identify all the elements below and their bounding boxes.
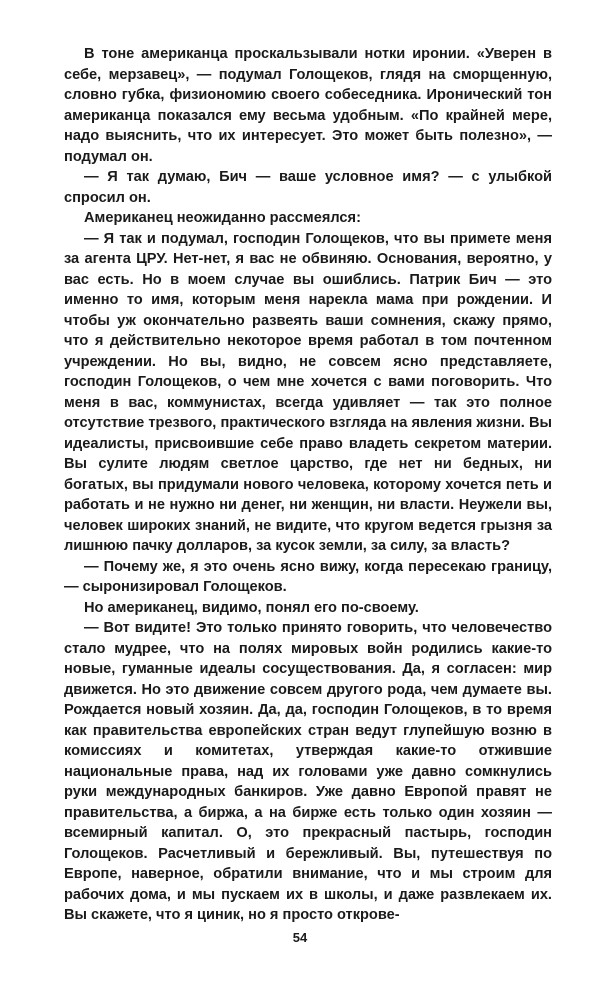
paragraph-1: В тоне американца проскальзывали нотки иронии. «Уверен в себе, мерзавец», — подумал Голощеков, глядя на сморщенную, словно губка, физиономию своего собеседника. Иронический тон американца показался ему весьма удобным. «По крайней мере, надо выяснить, что их интересует. Это может быть полезно», — подумал он.: [64, 46, 552, 165]
paragraph-6: Но американец, видимо, понял его по-своему.: [84, 599, 419, 616]
page-number: 54: [292, 930, 308, 945]
body-text: [64, 44, 552, 926]
paragraph-5: — Почему же, я это очень ясно вижу, когда пересекаю границу, — сыронизировал Голощеков.: [64, 558, 552, 595]
paragraph-2: — Я так думаю, Бич — ваше условное имя? — с улыбкой спросил он.: [64, 169, 552, 206]
paragraph-3: Американец неожиданно рассмеялся:: [84, 210, 361, 226]
paragraph-4: — Я так и подумал, господин Голощеков, что вы примете меня за агента ЦРУ. Нет-нет, я вас не обвиняю. Основания, вероятно, у вас есть. Но в моем случае вы ошиблись. Патрик Бич — это именно то имя, которым меня нарекла мама при рождении. И чтобы уж окончательно развеять ваши сомнения, скажу прямо, что я действительно некоторое время работал в том почтенном учреждении. Но вы, видно, не совсем ясно представляете, господин Голощеков, о чем мне хочется с вами поговорить. Что меня в вас, коммунистах, всегда удивляет — так это полное отсутствие трезвого, практического взгляда на явления жизни. Вы идеалисты, присвоившие себе право владеть секретом материи. Вы сулите людям светлое царство, где нет ни бедных, ни богатых, вы придумали нового человека, которому хочется петь и работать и не нужно ни денег, ни женщин, ни власти. Неужели вы, человек широких знаний, не видите, что кругом ведется грызня за лишнюю пачку долларов, за кусок земли, за силу, за власть?: [64, 230, 552, 554]
paragraph-7: — Вот видите! Это только принято говорить, что человечество стало мудрее, что на полях мировых войн родились какие-то новые, гуманные идеалы сосуществования. Да, я согласен: мир движется. Но это движение совсем другого рода, чем думаете вы. Рождается новый хозяин. Да, да, господин Голощеков, в то время как правительства европейских стран ведут глупейшую возню в комиссиях и комитетах, утверждая какие-то отжившие национальные права, над их головами уже давно сомкнулись руки международных банкиров. Уже давно Европой правят не правительства, а биржа, а на бирже есть только один хозяин — всемирный капитал. О, это прекрасный пастырь, господин Голощеков. Расчетливый и бережливый. Вы, путешествуя по Европе, наверное, обратили внимание, что и мы строим для рабочих дома, и мы пускаем их в школы, и даже развлекаем их. Вы скажете, что я циник, но я просто открове-: [64, 620, 552, 923]
